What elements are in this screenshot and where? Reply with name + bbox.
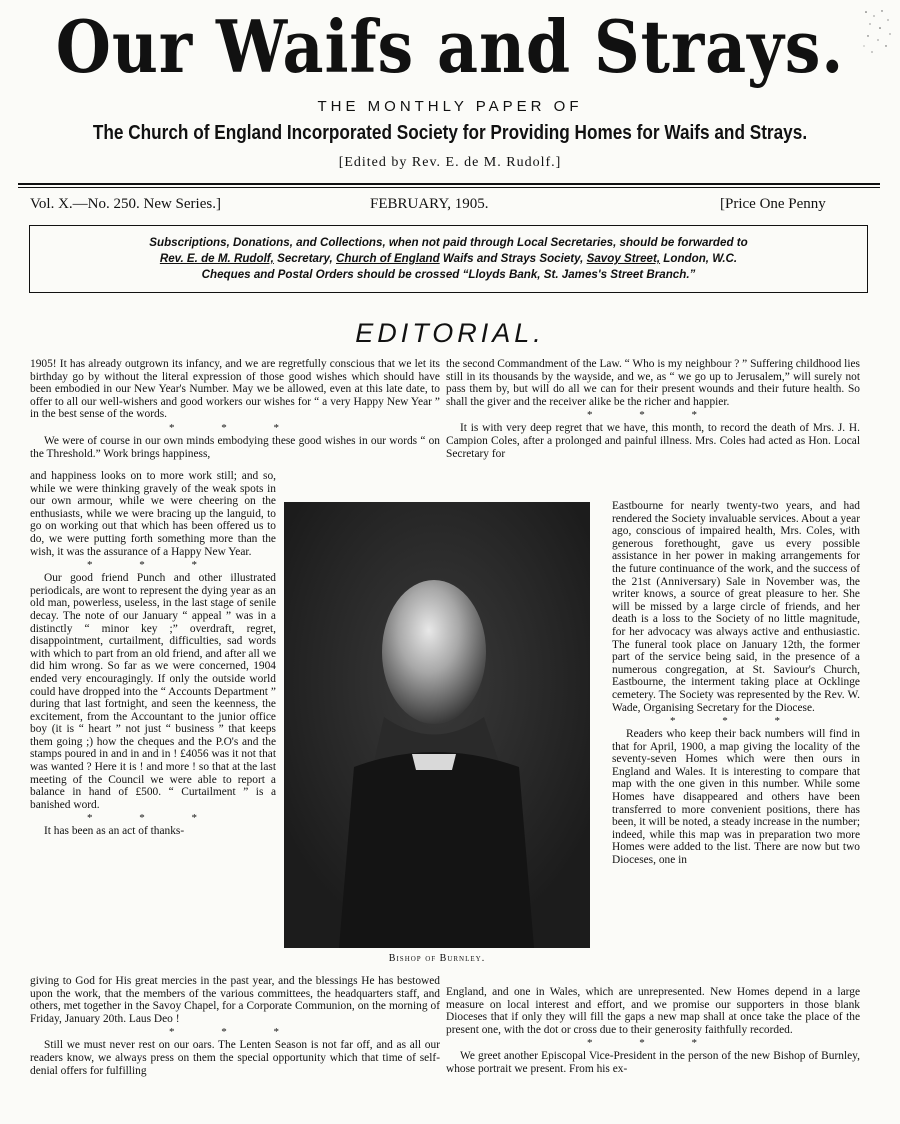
editorial-right-p4: Readers who keep their back numbers will find in that for April, 1900, a map giving the locality of the seventy-seven Homes which were then ours in England and Wales. It is interesting to compare that map with the one given in this number. While some Homes have disappeared and others have been transferred to more convenient positions, there has been, it will be noted, a steady increase in the number; indeed, while this map was in preparation two more Homes were added to the list. There are now but two Dioceses, one in [612,728,860,867]
notice-rudolf: Rev. E. de M. Rudolf, [159,252,274,265]
editor-line: [Edited by Rev. E. de M. Rudolf.] [338,155,562,170]
masthead-subtitle: THE MONTHLY PAPER OF [317,98,583,115]
bishop-portrait-photo [284,502,590,948]
issue-volume: Vol. X.—No. 250. New Series.] [30,196,221,212]
notice-line-2: Rev. E. de M. Rudolf, Secretary, Church of England Waifs and Strays Society, Savoy Street, London, W.C. [159,252,738,265]
society-name: The Church of England Incorporated Society for Providing Homes for Waifs and Strays. [92,122,808,144]
editorial-left-p2: We were of course in our own minds embodying these good wishes in our words “ on the Threshold.” Work brings happiness, [30,434,440,460]
editorial-left-p5a: It has been as an act of thanks- [44,825,185,838]
issue-price: [Price One Penny [720,196,826,212]
divider-stars: * * * [169,1026,301,1039]
divider-stars: * * * [87,812,219,825]
editorial-right-p3: Eastbourne for nearly twenty-two years, and had rendered the Society invaluable services. About a year ago, conscious of impaired health, Mrs. Coles, with generous forethought, gave us every possible assistance in her power in making arrangements for the future continuance of the work, and the success of the 21st (Anniversary) Sale in November was, the writer knows, a source of great pleasure to her. She will be missed by a large circle of friends, and her death is a loss to the Society of no little magnitude, for her advocacy was always active and enthusiastic. The funeral took place on January 12th, the former part of the service being said, in the presence of a numerous congregation, at St. Saviour's Church, Eastbourne, the interment taking place at Ocklinge cemetery. The Society was represented by the Rev. W. Wade, Organising Secretary for the Diocese. [612,500,860,714]
subscription-notice [29,225,868,293]
left-column-narrow [30,470,276,960]
editorial-right-p6: We greet another Episcopal Vice-President in the person of the new Bishop of Burnley, whose portrait we present. From his ex- [446,1050,860,1075]
header-rule-top [18,183,880,185]
left-column-bottom [30,975,440,1103]
editorial-right-p1: the second Commandment of the Law. “ Who is my neighbour ? ” Suffering childhood lies still in its thousands by the wayside, and we, as “ we go up to Jerusalem,” will surely not pass them by, but will do all we can for their present wounds and their future health. So shall the giver and the receiver alike be the richer and happier. [446,358,860,408]
header-rule-thin [18,187,880,188]
right-column-narrow [612,500,860,984]
divider-stars: * * * [169,421,301,434]
issue-date: FEBRUARY, 1905. [370,196,489,212]
notice-line-1: Subscriptions, Donations, and Collections, when not paid through Local Secretaries, should be forwarded to [149,236,748,249]
right-column-bottom [446,986,860,1106]
left-column-top [30,358,440,470]
divider-stars: * * * [587,409,719,422]
editorial-left-p6: Still we must never rest on our oars. The Lenten Season is not far off, and as all our readers know, we always press on them the special opportunity which that time of self-denial offers for fulfilling [30,1039,440,1077]
editorial-left-p5b: giving to God for His great mercies in the past year, and the blessings He has bestowed upon the work, that the members of the various committees, the headquarters staff, and others, met together in the Savoy Chapel, for a Corporate Communion, on the morning of Friday, January 20th. Laus Deo ! [30,975,440,1025]
photo-caption: Bishop of Burnley. [388,953,486,964]
editorial-left-p1: 1905! It has already outgrown its infancy, and we are regretfully conscious that we let its birthday go by without the literal expression of those good wishes which should have been embodied in our New Year's Number. May we be allowed, even at this late date, to offer to all our well-wishers and good workers our wishes for “ a very Happy New Year ” in the best sense of the words. [30,358,440,421]
editorial-left-p4: Our good friend Punch and other illustrated periodicals, are wont to represent the dying year as an old man, powerless, useless, in the last stage of senile decay. The note of our January “ appeal ” was in a distinctly “ minor key ;” overdraft, regret, disappointment, curtailment, difficulties, sad words with which to part from an old friend, and after all we did him wrong. So far as we were concerned, 1904 ended very encouragingly. If only the outside world could have dropped into the “ Accounts Department ” during that last fortnight, and seen the keenness, the excitement, from the Accountant to the junior office boy (it is “ heart ” not just “ business ” that keeps them going ;) how the cheques and the P.O's and the stamps poured in and in and in ! £4056 was it not that was wanted ? Here it is ! and more ! so that at the last meeting of the Council we were able to report a balance in hand of £500. “ Curtailment ” is a banished word. [30,572,276,811]
scan-noise-decoration [860,6,896,66]
notice-savoy: Savoy Street, [586,252,661,265]
editorial-right-p5: England, and one in Wales, which are unrepresented. New Homes depend in a large measure on local interest and effort, and we promise our supporters in those blank Dioceses that if only they will fill the gaps a new map shall at once take the place of the present one, with the dot or cross due to their generosity faithfully recorded. [446,986,860,1036]
editorial-heading: EDITORIAL. [355,318,545,348]
editorial-right-p2: It is with very deep regret that we have, this month, to record the death of Mrs. J. H. Campion Coles, after a prolonged and painful illness. Mrs. Coles had acted as Hon. Local Secretary for [446,422,860,460]
editorial-left-p3: and happiness looks on to more work still; and so, while we were thinking gravely of the weak spots in our own armour, while we were cheering on the enthusiasts, while we were bracing up the languid, to go on working out that which has been offered us to do, we were putting forth something more than the wish, it was the assurance of a Happy New Year. [30,470,276,558]
divider-stars: * * * [587,1037,719,1050]
divider-stars: * * * [670,715,802,728]
notice-line-3: Cheques and Postal Orders should be crossed “Lloyds Bank, St. James's Street Branch.” [201,268,696,281]
masthead-title: Our Waifs and Strays. [55,4,845,89]
right-column-top [446,358,860,500]
divider-stars: * * * [87,559,219,572]
notice-church: Church of England [335,252,440,265]
portrait-illustration [284,502,590,948]
